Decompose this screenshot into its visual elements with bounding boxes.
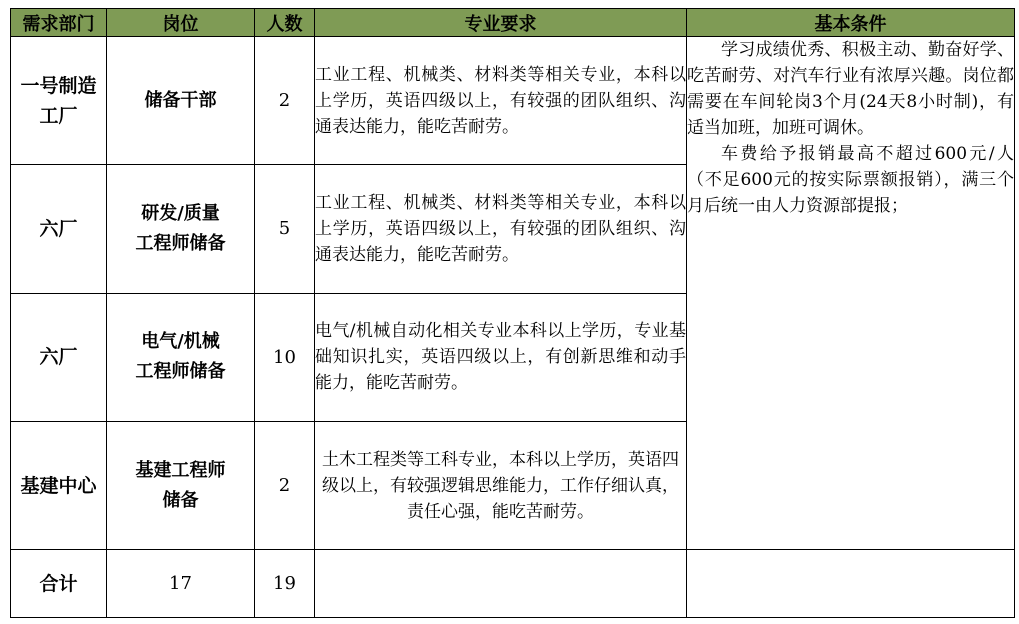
- table-row: [11, 37, 1015, 165]
- header-dept: 需求部门: [11, 9, 107, 37]
- header-position: 岗位: [107, 9, 255, 37]
- requirement-text: 工业工程、机械类、材料类等相关专业，本科以上学历，英语四级以上，有较强的团队组织、沟通表达能力，能吃苦耐劳。: [315, 64, 686, 137]
- count-cell: 10: [255, 293, 315, 421]
- requirement-text: 土木工程类等工科专业，本科以上学历，英语四级以上，有较强逻辑思维能力，工作仔细认真，责任心强，能吃苦耐劳。: [322, 449, 679, 522]
- header-requirement: 专业要求: [315, 9, 687, 37]
- header-row: [11, 9, 1015, 37]
- dept-cell: 六厂: [11, 165, 107, 293]
- header-conditions: 基本条件: [687, 9, 1015, 37]
- conditions-cell: [687, 37, 1015, 550]
- position-cell: 电气/机械 工程师储备: [107, 293, 255, 421]
- total-requirement-empty: [315, 550, 687, 618]
- requirement-cell: [315, 37, 687, 165]
- total-people: 19: [255, 550, 315, 618]
- total-positions: 17: [107, 550, 255, 618]
- dept-cell: 基建中心: [11, 421, 107, 549]
- dept-cell: 一号制造 工厂: [11, 37, 107, 165]
- count-cell: 5: [255, 165, 315, 293]
- requirement-cell: [315, 165, 687, 293]
- requirement-text: 电气/机械自动化相关专业本科以上学历，专业基础知识扎实，英语四级以上，有创新思维和动手能力，能吃苦耐劳。: [315, 321, 686, 394]
- conditions-paragraph-2: 车费给予报销最高不超过600元/人（不足600元的按实际票额报销），满三个月后统一由人力资源部提报；: [687, 144, 1014, 216]
- position-cell: 研发/质量 工程师储备: [107, 165, 255, 293]
- requirement-text: 工业工程、机械类、材料类等相关专业，本科以上学历，英语四级以上，有较强的团队组织、沟通表达能力，能吃苦耐劳。: [315, 192, 686, 265]
- count-cell: 2: [255, 37, 315, 165]
- conditions-paragraph-1: 学习成绩优秀、积极主动、勤奋好学、吃苦耐劳、对汽车行业有浓厚兴趣。岗位都需要在车间轮岗3个月(24天8小时制)，有适当加班，加班可调休。: [687, 40, 1014, 138]
- recruitment-table: [10, 8, 1015, 618]
- header-count: 人数: [255, 9, 315, 37]
- position-cell: 基建工程师 储备: [107, 421, 255, 549]
- requirement-cell: [315, 293, 687, 421]
- total-label: 合计: [11, 550, 107, 618]
- position-cell: 储备干部: [107, 37, 255, 165]
- dept-cell: 六厂: [11, 293, 107, 421]
- requirement-cell: [315, 421, 687, 549]
- count-cell: 2: [255, 421, 315, 549]
- total-row: [11, 550, 1015, 618]
- total-conditions-empty: [687, 550, 1015, 618]
